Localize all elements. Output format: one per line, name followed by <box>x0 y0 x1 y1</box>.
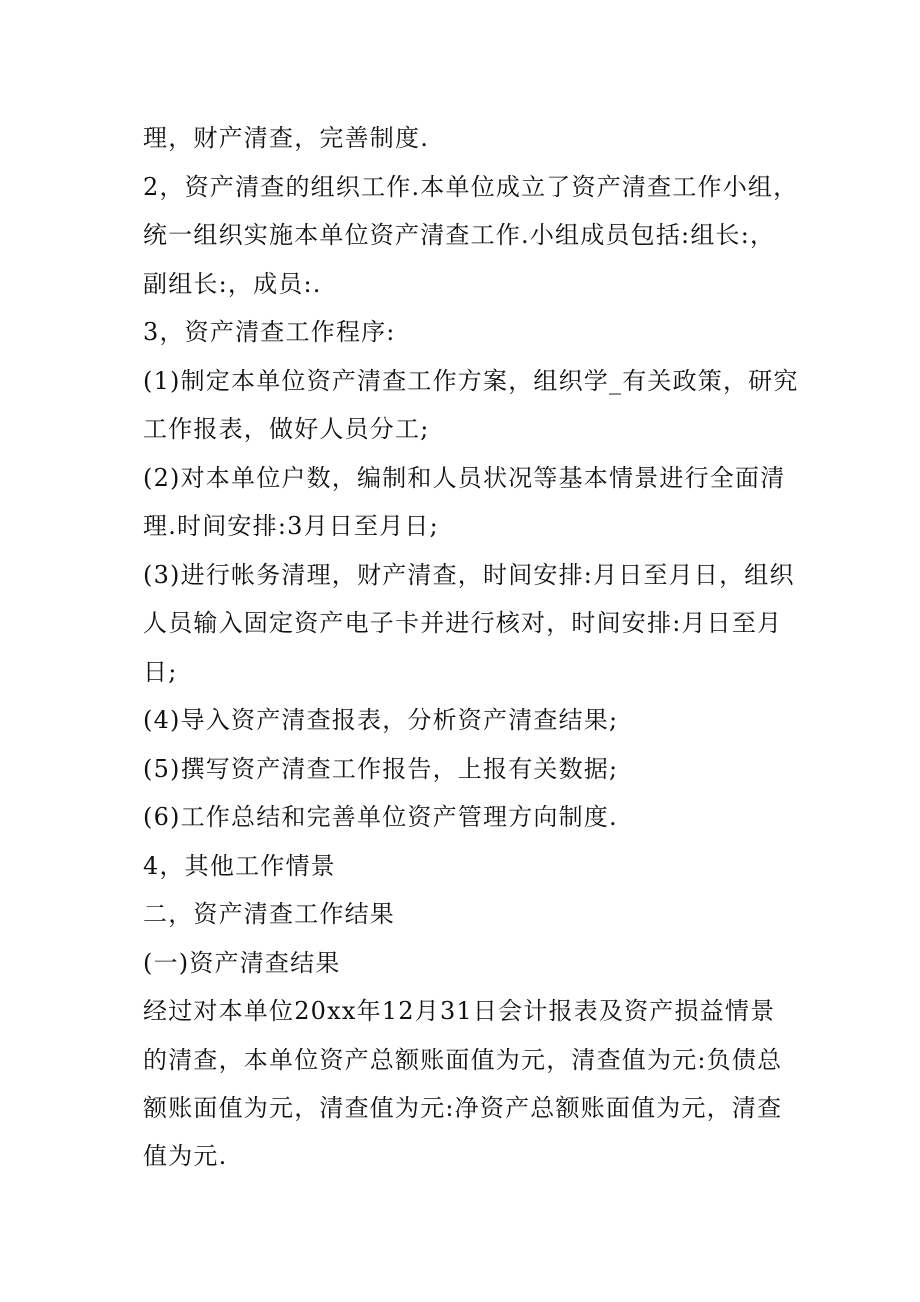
text-line: (5)撰写资产清查工作报告，上报有关数据; <box>143 755 619 783</box>
text-line: 人员输入固定资产电子卡并进行核对，时间安排:月日至月 <box>143 609 783 637</box>
text-line: 额账面值为元，清查值为元:净资产总额账面值为元，清查 <box>143 1094 783 1122</box>
text-line: 的清查，本单位资产总额账面值为元，清查值为元:负债总 <box>143 1046 783 1074</box>
text-line: 2，资产清查的组织工作.本单位成立了资产清查工作小组， <box>143 173 799 201</box>
text-line: (2)对本单位户数，编制和人员状况等基本情景进行全面清 <box>143 464 786 492</box>
text-line: (6)工作总结和完善单位资产管理方向制度. <box>143 803 618 831</box>
text-line: 4，其他工作情景 <box>143 852 336 880</box>
text-line: (1)制定本单位资产清查工作方案，组织学_有关政策，研究 <box>143 367 799 395</box>
text-line: 统一组织实施本单位资产清查工作.小组成员包括:组长:， <box>143 221 776 249</box>
text-line: 副组长:，成员:. <box>143 270 322 298</box>
text-line: (一)资产清查结果 <box>143 949 341 977</box>
text-line: 值为元. <box>143 1142 228 1170</box>
text-line: (3)进行帐务清理，财产清查，时间安排:月日至月日，组织 <box>143 561 795 589</box>
text-line: 日; <box>143 658 178 686</box>
text-line: 理，财产清查，完善制度. <box>143 124 430 152</box>
text-line: 二，资产清查工作结果 <box>143 900 395 928</box>
text-line: 3，资产清查工作程序: <box>143 318 396 346</box>
text-line: 工作报表，做好人员分工; <box>143 415 430 443</box>
text-line: 经过对本单位20xx年12月31日会计报表及资产损益情景 <box>143 997 776 1025</box>
text-line: (4)导入资产清查报表，分析资产清查结果; <box>143 706 619 734</box>
text-line: 理.时间安排:3月日至月日; <box>143 512 439 540</box>
